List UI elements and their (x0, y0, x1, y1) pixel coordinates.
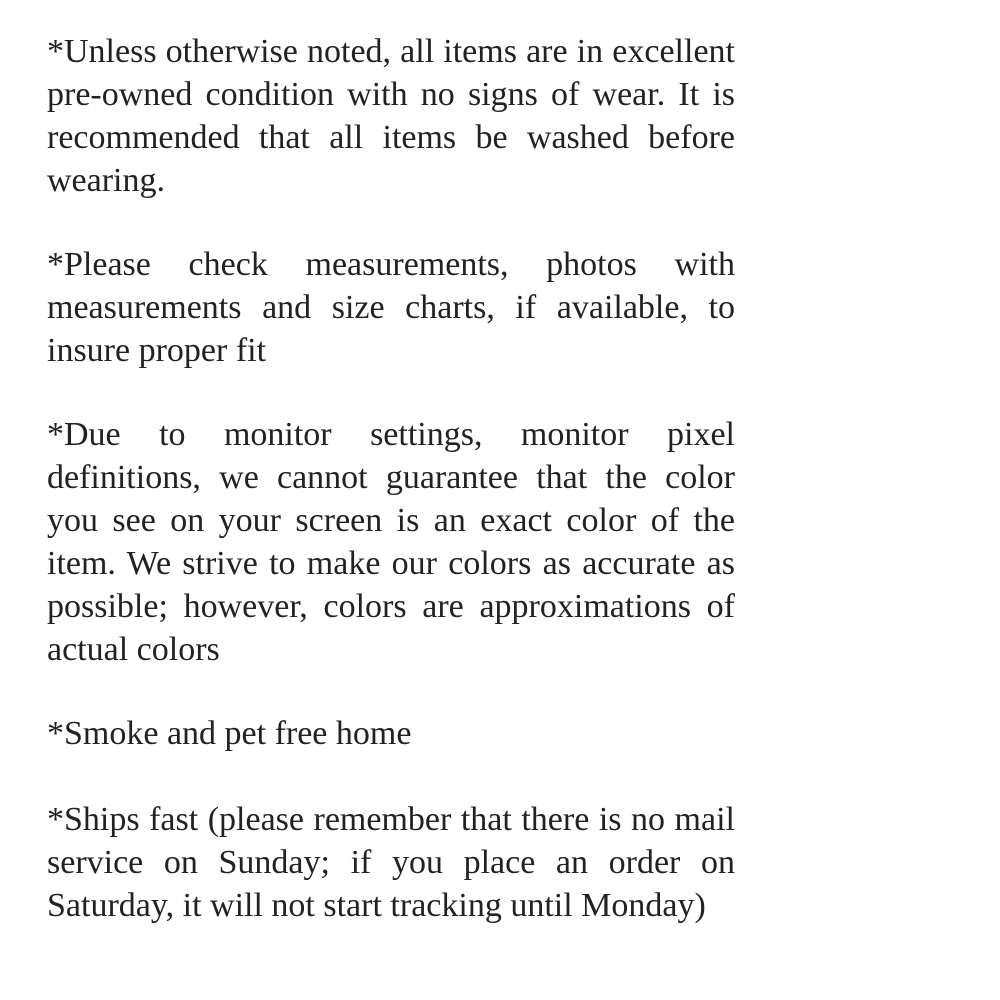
shipping-note: *Ships fast (please remember that there is no mail service on Sunday; if you place an order on Saturday, it will not start tracking until Monday) (47, 801, 735, 924)
smoke-pet-free-note: *Smoke and pet free home (47, 715, 412, 752)
measurements-note: *Please check measurements, photos with measurements and size charts, if available, to insure proper fit (47, 246, 735, 369)
policy-notes (47, 30, 735, 927)
condition-note: *Unless otherwise noted, all items are in excellent pre-owned condition with no signs of wear. It is recommended that all items be washed before wearing. (47, 33, 735, 199)
color-accuracy-note: *Due to monitor settings, monitor pixel definitions, we cannot guarantee that the color you see on your screen is an exact color of the item. We strive to make our colors as accurate as possible; however, colors are approximations of actual colors (47, 416, 735, 668)
